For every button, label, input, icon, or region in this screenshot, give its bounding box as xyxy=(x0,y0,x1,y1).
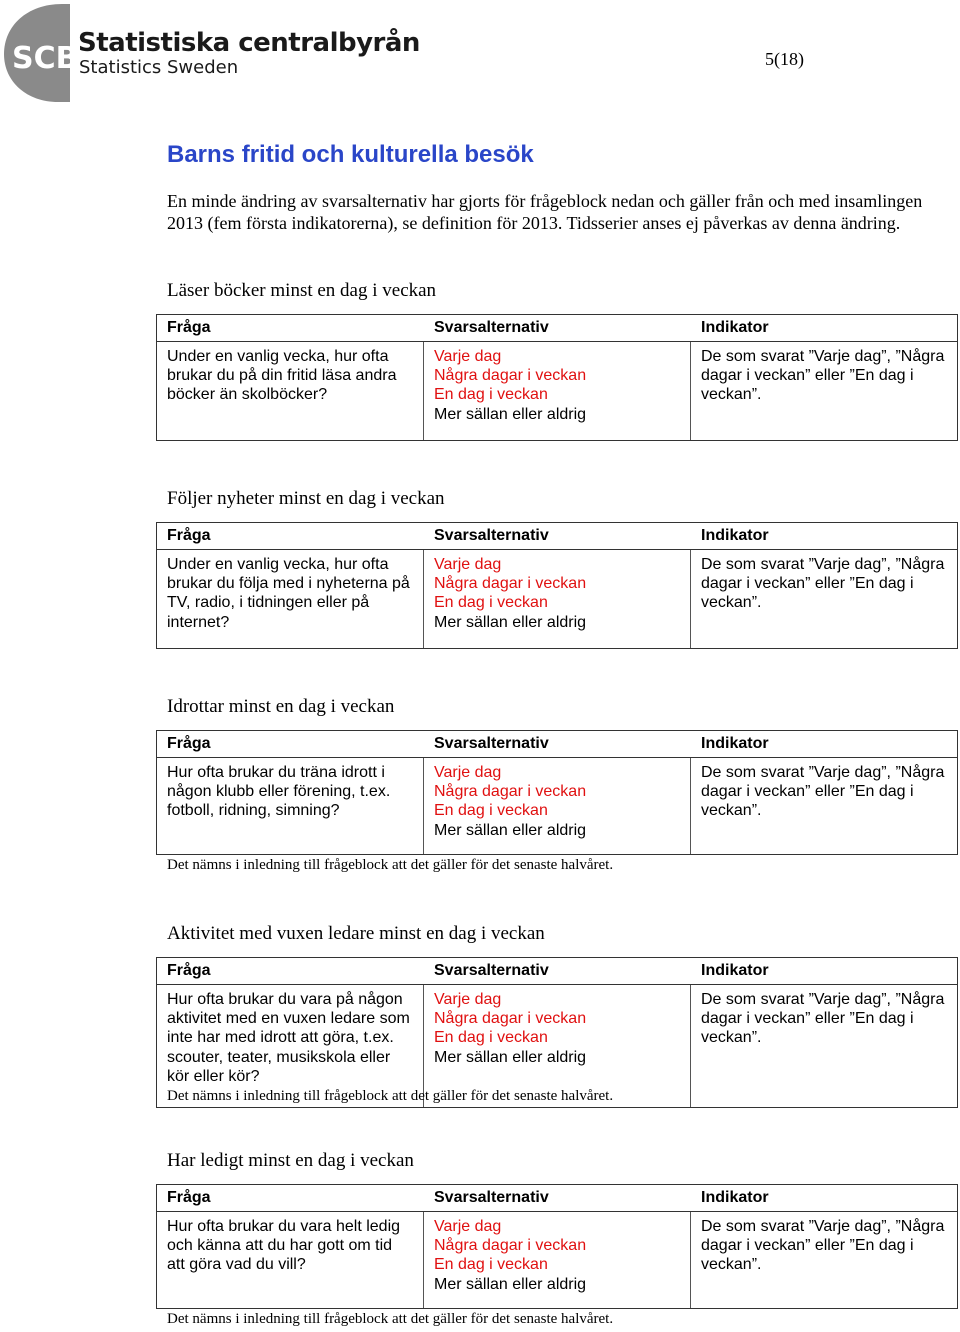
option-item: Mer sällan eller aldrig xyxy=(434,405,587,423)
option-item: En dag i veckan xyxy=(434,1029,548,1047)
header-question: Fråga xyxy=(167,962,211,979)
header-options: Svarsalternativ xyxy=(434,319,549,336)
option-item: En dag i veckan xyxy=(434,594,548,612)
header-question: Fråga xyxy=(167,319,211,336)
indicator-text: De som svarat ”Varje dag”, ”Några dagar i veckan” eller ”En dag i veckan”. xyxy=(701,348,945,404)
block-heading: Idrottar minst en dag i veckan xyxy=(167,696,395,717)
scb-logo-mark xyxy=(2,2,79,102)
table-header-row xyxy=(157,731,957,758)
question-text: Under en vanlig vecka, hur ofta brukar du på din fritid läsa andra böcker än skolböcker? xyxy=(167,348,397,404)
indicator-text: De som svarat ”Varje dag”, ”Några dagar i veckan” eller ”En dag i veckan”. xyxy=(701,1218,945,1274)
block-heading: Aktivitet med vuxen ledare minst en dag i veckan xyxy=(167,923,545,944)
answer-options xyxy=(434,763,684,840)
header-options: Svarsalternativ xyxy=(434,1189,549,1206)
header-options: Svarsalternativ xyxy=(434,735,549,752)
indicator-table xyxy=(156,1184,958,1309)
header-indicator: Indikator xyxy=(701,1189,769,1206)
option-item: Varje dag xyxy=(434,348,502,365)
page-title: Barns fritid och kulturella besök xyxy=(167,141,534,168)
indicator-text: De som svarat ”Varje dag”, ”Några dagar i veckan” eller ”En dag i veckan”. xyxy=(701,764,945,820)
option-item: En dag i veckan xyxy=(434,386,548,404)
answer-options xyxy=(434,347,684,424)
table-header-row xyxy=(157,1185,957,1212)
table-header-row xyxy=(157,958,957,985)
option-item: Mer sällan eller aldrig xyxy=(434,821,587,839)
option-item: Varje dag xyxy=(434,556,502,573)
page-number: 5(18) xyxy=(765,49,804,69)
option-item: En dag i veckan xyxy=(434,1256,548,1274)
option-item: Några dagar i veckan xyxy=(434,783,587,801)
header-options: Svarsalternativ xyxy=(434,962,549,979)
header-indicator: Indikator xyxy=(701,527,769,544)
org-name-english: Statistics Sweden xyxy=(79,57,239,78)
table-header-row xyxy=(157,523,957,550)
option-item: Mer sällan eller aldrig xyxy=(434,1275,587,1293)
header-question: Fråga xyxy=(167,527,211,544)
option-item: Några dagar i veckan xyxy=(434,1237,587,1255)
intro-paragraph: En minde ändring av svarsalternativ har gjorts för frågeblock nedan och gäller från och med insamlingen 2013 (fem första indikatorerna), se definition för 2013. Tidsserier anses ej påverkas av denna ändring. xyxy=(167,191,923,233)
header-question: Fråga xyxy=(167,1189,211,1206)
indicator-table xyxy=(156,522,958,649)
scb-logo xyxy=(0,0,420,110)
answer-options xyxy=(434,1217,684,1294)
indicator-table xyxy=(156,730,958,855)
option-item: Några dagar i veckan xyxy=(434,367,587,385)
indicator-table xyxy=(156,957,958,1108)
header-indicator: Indikator xyxy=(701,962,769,979)
option-item: Varje dag xyxy=(434,991,502,1008)
option-item: Mer sällan eller aldrig xyxy=(434,613,587,631)
indicator-text: De som svarat ”Varje dag”, ”Några dagar i veckan” eller ”En dag i veckan”. xyxy=(701,991,945,1047)
question-text: Hur ofta brukar du vara på någon aktivitet med en vuxen ledare som inte har med idrott att göra, t.ex. scouter, teater, musikskola eller kör eller kör? xyxy=(167,991,410,1085)
question-text: Under en vanlig vecka, hur ofta brukar du följa med i nyheterna på TV, radio, i tidningen eller på internet? xyxy=(167,556,410,631)
svg-text:SCB: SCB xyxy=(12,41,79,76)
answer-options xyxy=(434,990,684,1067)
indicator-text: De som svarat ”Varje dag”, ”Några dagar i veckan” eller ”En dag i veckan”. xyxy=(701,556,945,612)
table-row xyxy=(157,550,957,648)
header-question: Fråga xyxy=(167,735,211,752)
indicator-table xyxy=(156,314,958,441)
table-row xyxy=(157,1212,957,1308)
table-row xyxy=(157,342,957,440)
question-text: Hur ofta brukar du vara helt ledig och känna att du har gott om tid att göra vad du vill? xyxy=(167,1218,401,1274)
block-heading: Följer nyheter minst en dag i veckan xyxy=(167,488,445,509)
option-item: Mer sällan eller aldrig xyxy=(434,1048,587,1066)
block-note: Det nämns i inledning till frågeblock att det gäller för det senaste halvåret. xyxy=(167,1311,614,1327)
option-item: Några dagar i veckan xyxy=(434,1010,587,1028)
header-indicator: Indikator xyxy=(701,319,769,336)
table-row xyxy=(157,758,957,854)
option-item: Några dagar i veckan xyxy=(434,575,587,593)
block-heading: Läser böcker minst en dag i veckan xyxy=(167,280,437,301)
question-text: Hur ofta brukar du träna idrott i någon klubb eller förening, t.ex. fotboll, ridning, simning? xyxy=(167,764,391,820)
answer-options xyxy=(434,555,684,632)
header-options: Svarsalternativ xyxy=(434,527,549,544)
option-item: En dag i veckan xyxy=(434,802,548,820)
option-item: Varje dag xyxy=(434,1218,502,1235)
table-header-row xyxy=(157,315,957,342)
table-row xyxy=(157,985,957,1107)
option-item: Varje dag xyxy=(434,764,502,781)
org-name: Statistiska centralbyrån xyxy=(78,28,420,58)
block-heading: Har ledigt minst en dag i veckan xyxy=(167,1150,414,1171)
block-note: Det nämns i inledning till frågeblock att det gäller för det senaste halvåret. xyxy=(167,1088,614,1104)
block-note: Det nämns i inledning till frågeblock att det gäller för det senaste halvåret. xyxy=(167,857,614,873)
header-indicator: Indikator xyxy=(701,735,769,752)
